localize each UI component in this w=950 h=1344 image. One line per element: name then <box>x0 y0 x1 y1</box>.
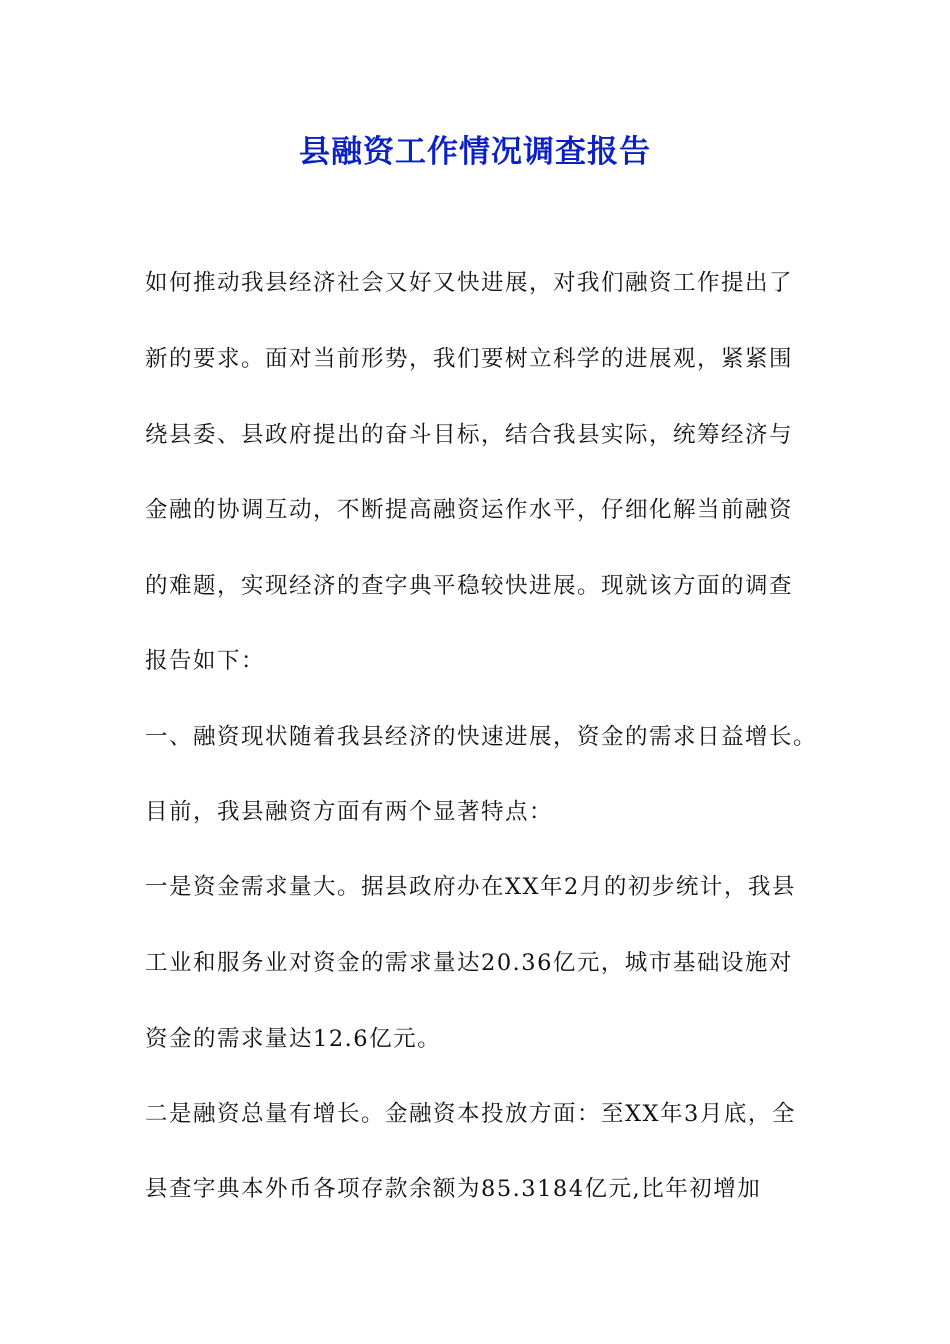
paragraph-line: 工业和服务业对资金的需求量达20.36亿元，城市基础设施对 <box>145 950 793 976</box>
paragraph-line: 如何推动我县经济社会又好又快进展，对我们融资工作提出了 <box>145 270 794 296</box>
paragraph-line: 的难题，实现经济的查字典平稳较快进展。现就该方面的调查 <box>145 573 794 599</box>
paragraph-line: 金融的协调互动，不断提高融资运作水平，仔细化解当前融资 <box>145 497 794 523</box>
paragraph-line: 一是资金需求量大。据县政府办在XX年2月的初步统计，我县 <box>145 874 796 900</box>
paragraph-line: 县查字典本外币各项存款余额为85.3184亿元,比年初增加 <box>145 1176 762 1202</box>
paragraph-line: 报告如下： <box>145 648 266 674</box>
section-heading-line: 一、融资现状随着我县经济的快速进展，资金的需求日益增长。 <box>145 724 818 750</box>
paragraph-line: 二是融资总量有增长。金融资本投放方面：至XX年3月底，全 <box>145 1101 796 1127</box>
paragraph-line: 资金的需求量达12.6亿元。 <box>145 1026 442 1052</box>
document-title: 县融资工作情况调查报告 <box>299 134 651 170</box>
paragraph-line: 绕县委、县政府提出的奋斗目标，结合我县实际，统筹经济与 <box>145 422 794 448</box>
paragraph-line: 目前，我县融资方面有两个显著特点： <box>145 799 554 825</box>
paragraph-line: 新的要求。面对当前形势，我们要树立科学的进展观，紧紧围 <box>145 346 794 372</box>
